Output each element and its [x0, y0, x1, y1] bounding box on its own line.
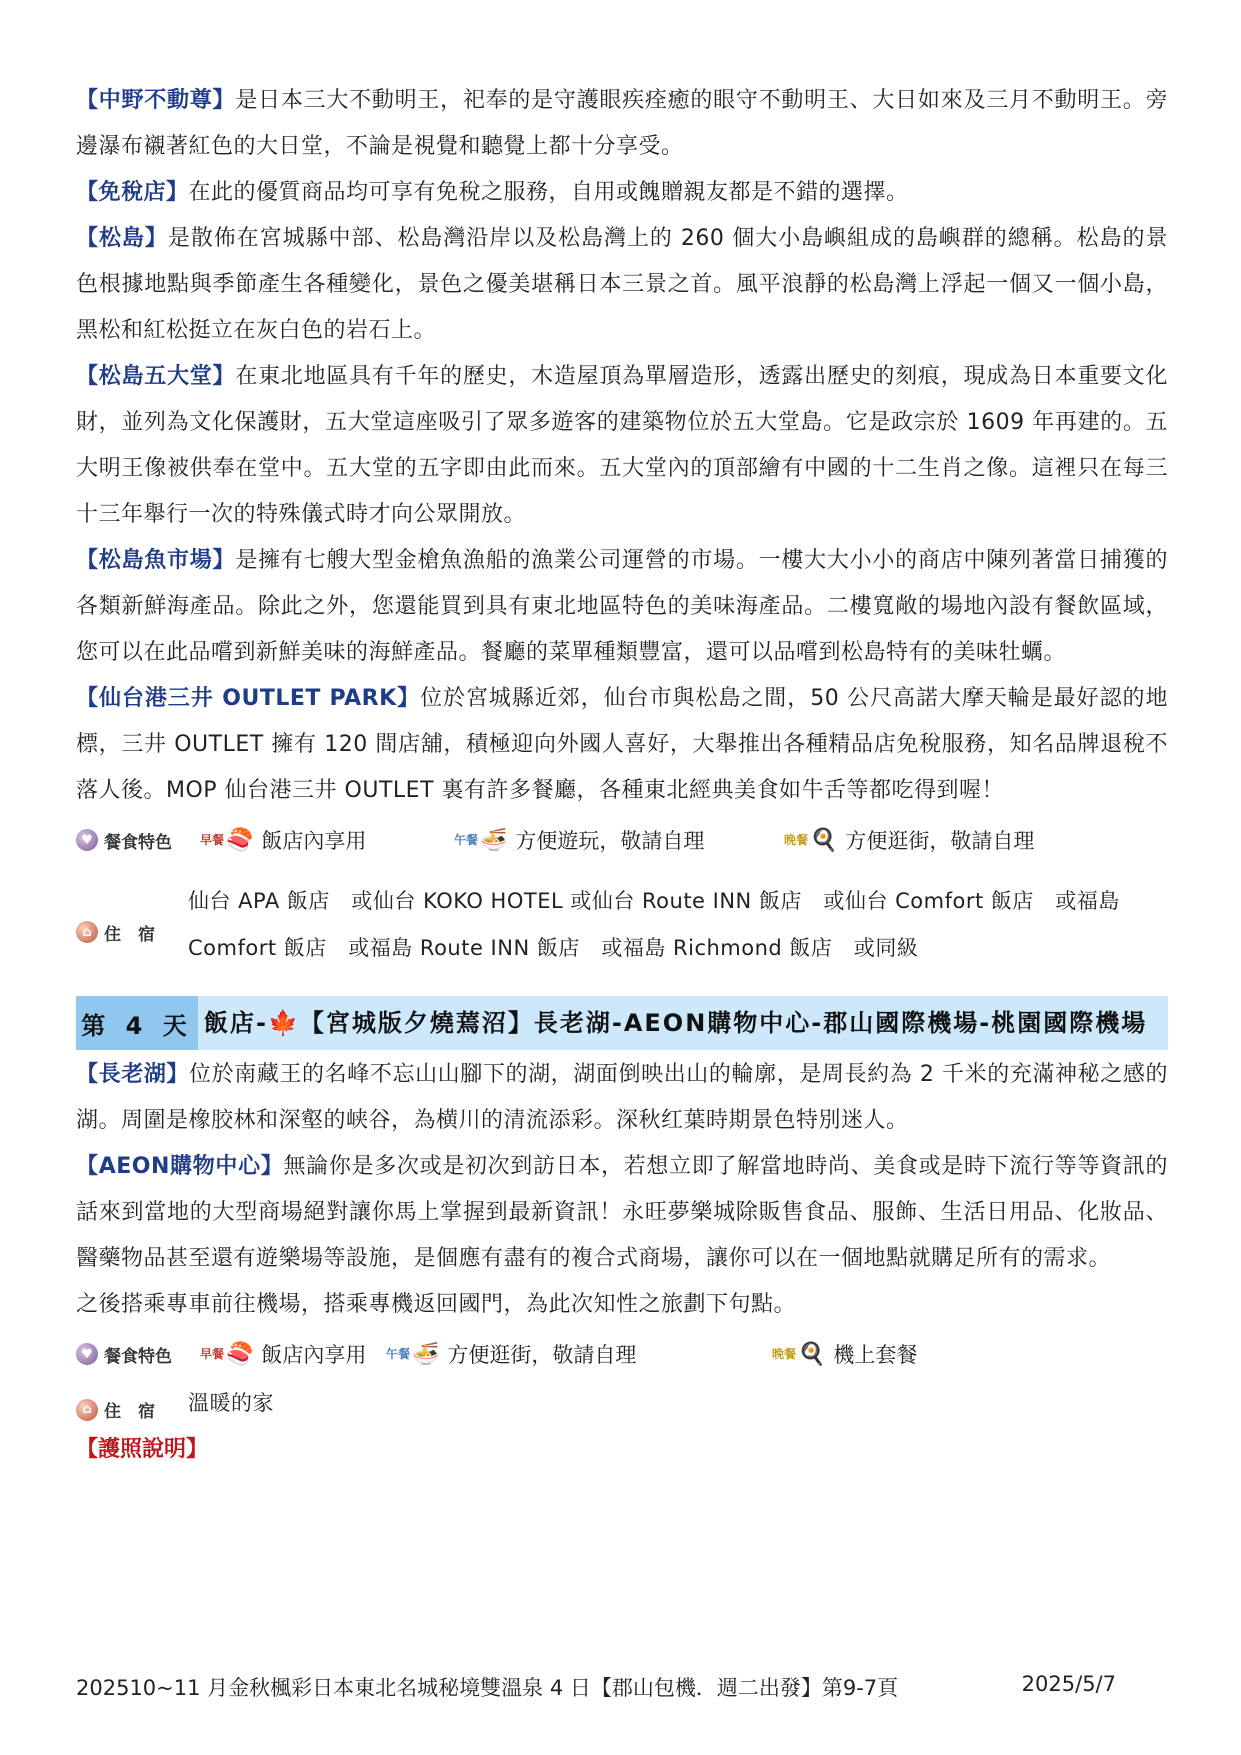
- lunch-tag-icon: 午餐: [386, 1346, 411, 1361]
- day4-lodging: [76, 1380, 1168, 1427]
- page-footer: [76, 1672, 1116, 1702]
- paragraph-matsushima: 【松島】是散佈在宮城縣中部、松島灣沿岸以及松島灣上的 260 個大小島嶼組成的島嶼群的總稱。松島的景色根據地點與季節產生各種變化，景色之優美堪稱日本三景之首。風平浪靜的松島灣上浮起一個又一個小島，黑松和紅松挺立在灰白色的岩石上。: [76, 226, 1168, 343]
- attraction-description: 在此的優質商品均可享有免稅之服務，自用或餽贈親友都是不錯的選擇。: [188, 180, 909, 205]
- dinner: 晚餐 🍳 方便逛街，敬請自理: [784, 827, 1035, 853]
- lodging-home: 溫暖的家: [188, 1391, 274, 1415]
- day4-header: [76, 996, 1168, 1050]
- attraction-description: 位於宮城縣近郊，仙台市與松島之間，50 公尺高諾大摩天輪是最好認的地標，三井 OUTLET 擁有 120 間店舖，積極迎向外國人喜好，大舉推出各種精品店免稅服務，知名品牌退稅不落人後。MOP 仙台港三井 OUTLET 裏有許多餐廳，各種東北經典美食如牛舌等都吃得到喔！: [76, 686, 1168, 803]
- attraction-name: 松島五大堂: [98, 364, 213, 389]
- day3-section: [76, 78, 1168, 972]
- sushi-icon: 🍣: [226, 827, 254, 853]
- attraction-name: 仙台港三井 OUTLET PARK: [98, 686, 397, 711]
- footer-title: 202510~11 月金秋楓彩日本東北名城秘境雙溫泉 4 日【郡山包機．週二出發】第9-7頁: [76, 1676, 899, 1700]
- document-body: [76, 78, 1168, 1473]
- footer-date: 2025/5/7: [1021, 1672, 1116, 1696]
- maple-leaf-icon: 🍁: [267, 1009, 300, 1037]
- paragraph-choro-lake: 【長老湖】位於南藏王的名峰不忘山山腳下的湖，湖面倒映出山的輪廓，是周長約為 2 千米的充滿神秘之感的湖。周圍是橡胶林和深壑的峡谷，為横川的清流添彩。深秋红葉時期景色特別迷人。: [76, 1062, 1168, 1133]
- paragraph-duty-free: 【免稅店】在此的優質商品均可享有免稅之服務，自用或餽贈親友都是不錯的選擇。: [76, 180, 909, 205]
- dinner-tag-icon: 晚餐: [784, 832, 809, 847]
- attraction-name: 中野不動尊: [98, 88, 213, 113]
- attraction-description: 位於南藏王的名峰不忘山山腳下的湖，湖面倒映出山的輪廓，是周長約為 2 千米的充滿神秘之感的湖。周圍是橡胶林和深壑的峡谷，為横川的清流添彩。深秋红葉時期景色特別迷人。: [76, 1062, 1168, 1133]
- meal-label: ♥ 餐食特色: [76, 814, 172, 866]
- paragraph-nakano-fudoson: 【中野不動尊】是日本三大不動明王，祀奉的是守護眼疾痊癒的眼守不動明王、大日如來及三月不動明王。旁邊瀑布襯著紅色的大日堂，不論是視覺和聽覺上都十分享受。: [76, 88, 1168, 159]
- paragraph-godaido: 【松島五大堂】在東北地區具有千年的歷史，木造屋頂為單層造形，透露出歷史的刻痕，現成為日本重要文化財，並列為文化保護財，五大堂這座吸引了眾多遊客的建築物位於五大堂島。它是政宗於 1609 年再建的。五大明王像被供奉在堂中。五大堂的五字即由此而來。五大堂內的頂部繪有中國的十二生肖之像。這裡只在每三十三年舉行一次的特殊儀式時才向公眾開放。: [76, 364, 1168, 527]
- breakfast: 早餐 🍣 飯店內享用: [200, 1341, 367, 1367]
- attraction-name: 松島魚市場: [98, 548, 213, 573]
- cup-icon: ♥: [76, 829, 98, 851]
- omelette-icon: 🍳: [798, 1341, 826, 1367]
- day4-meals: [76, 1328, 1168, 1380]
- attraction-description: 是擁有七艘大型金槍魚漁船的漁業公司運營的市場。一樓大大小小的商店中陳列著當日捕獲的各類新鮮海產品。除此之外，您還能買到具有東北地區特色的美味海產品。二樓寬敞的場地內設有餐飲區域，您可以在此品嚐到新鮮美味的海鮮產品。餐廳的菜單種類豐富，還可以品嚐到松島特有的美味牡蠣。: [76, 548, 1168, 665]
- day-route-title: 飯店-🍁【宮城版夕燒蔫沼】長老湖-AEON購物中心-郡山國際機場-桃園國際機場: [204, 1009, 1148, 1037]
- attraction-name: 長老湖: [98, 1062, 167, 1087]
- paragraph-mitsui-outlet: 【仙台港三井 OUTLET PARK】位於宮城縣近郊，仙台市與松島之間，50 公尺高諾大摩天輪是最好認的地標，三井 OUTLET 擁有 120 間店舖，積極迎向外國人喜好，大舉推出各種精品店免稅服務，知名品牌退稅不落人後。MOP 仙台港三井 OUTLET 裏有許多餐廳，各種東北經典美食如牛舌等都吃得到喔！: [76, 686, 1168, 803]
- bowl-icon: 🍜: [412, 1341, 440, 1367]
- paragraph-closing: 之後搭乘專車前往機場，搭乘專機返回國門，為此次知性之旅劃下句點。: [76, 1292, 797, 1317]
- bowl-icon: 🍜: [480, 827, 508, 853]
- bed-icon: ⌂: [76, 1399, 98, 1421]
- dinner-tag-icon: 晚餐: [772, 1346, 797, 1361]
- dinner: 晚餐 🍳 機上套餐: [772, 1341, 918, 1367]
- passport-heading: 【護照說明】: [76, 1437, 209, 1462]
- lunch: 午餐 🍜 方便遊玩，敬請自理: [454, 827, 705, 853]
- attraction-description: 是散佈在宮城縣中部、松島灣沿岸以及松島灣上的 260 個大小島嶼組成的島嶼群的總稱。松島的景色根據地點與季節產生各種變化，景色之優美堪稱日本三景之首。風平浪靜的松島灣上浮起一個又一個小島，黑松和紅松挺立在灰白色的岩石上。: [76, 226, 1168, 343]
- breakfast-tag-icon: 早餐: [200, 832, 225, 847]
- attraction-name: AEON購物中心: [98, 1154, 261, 1179]
- lunch: 午餐 🍜 方便逛街，敬請自理: [386, 1341, 637, 1367]
- cup-icon: ♥: [76, 1343, 98, 1365]
- attraction-name: 松島: [98, 226, 145, 251]
- attraction-description: 無論你是多次或是初次到訪日本，若想立即了解當地時尚、美食或是時下流行等等資訊的話來到當地的大型商場絕對讓你馬上掌握到最新資訊！永旺夢樂城除販售食品、服飾、生活日用品、化妝品、醫藥物品甚至還有遊樂場等設施，是個應有盡有的複合式商場，讓你可以在一個地點就購足所有的需求。: [76, 1154, 1168, 1271]
- paragraph-fish-market: 【松島魚市場】是擁有七艘大型金槍魚漁船的漁業公司運營的市場。一樓大大小小的商店中陳列著當日捕獲的各類新鮮海產品。除此之外，您還能買到具有東北地區特色的美味海產品。二樓寬敞的場地內設有餐飲區域，您可以在此品嚐到新鮮美味的海鮮產品。餐廳的菜單種類豐富，還可以品嚐到松島特有的美味牡蠣。: [76, 548, 1168, 665]
- sushi-icon: 🍣: [226, 1341, 254, 1367]
- lodging-hotels: 仙台 APA 飯店 或仙台 KOKO HOTEL 或仙台 Route INN 飯店 或仙台 Comfort 飯店 或福島 Comfort 飯店 或福島 Route INN 飯店 或福島 Richmond 飯店 或同級: [188, 889, 1120, 960]
- day-number: 第 4 天: [76, 996, 198, 1050]
- breakfast-tag-icon: 早餐: [200, 1346, 225, 1361]
- paragraph-aeon-mall: 【AEON購物中心】無論你是多次或是初次到訪日本，若想立即了解當地時尚、美食或是時下流行等等資訊的話來到當地的大型商場絕對讓你馬上掌握到最新資訊！永旺夢樂城除販售食品、服飾、生活日用品、化妝品、醫藥物品甚至還有遊樂場等設施，是個應有盡有的複合式商場，讓你可以在一個地點就購足所有的需求。: [76, 1154, 1168, 1271]
- bed-icon: ⌂: [76, 921, 98, 943]
- attraction-description: 是日本三大不動明王，祀奉的是守護眼疾痊癒的眼守不動明王、大日如來及三月不動明王。旁邊瀑布襯著紅色的大日堂，不論是視覺和聽覺上都十分享受。: [76, 88, 1168, 159]
- day4-section: [76, 1052, 1168, 1473]
- breakfast: 早餐 🍣 飯店內享用: [200, 827, 367, 853]
- day3-meals: [76, 814, 1168, 866]
- lodging-label: ⌂ 住 宿: [76, 878, 188, 972]
- meal-label: ♥ 餐食特色: [76, 1328, 172, 1380]
- lodging-label: ⌂ 住 宿: [76, 1380, 188, 1427]
- lunch-tag-icon: 午餐: [454, 832, 479, 847]
- attraction-name: 免稅店: [98, 180, 167, 205]
- day3-lodging: [76, 878, 1168, 972]
- omelette-icon: 🍳: [810, 827, 838, 853]
- attraction-description: 在東北地區具有千年的歷史，木造屋頂為單層造形，透露出歷史的刻痕，現成為日本重要文化財，並列為文化保護財，五大堂這座吸引了眾多遊客的建築物位於五大堂島。它是政宗於 1609 年再建的。五大明王像被供奉在堂中。五大堂的五字即由此而來。五大堂內的頂部繪有中國的十二生肖之像。這裡只在每三十三年舉行一次的特殊儀式時才向公眾開放。: [76, 364, 1168, 527]
